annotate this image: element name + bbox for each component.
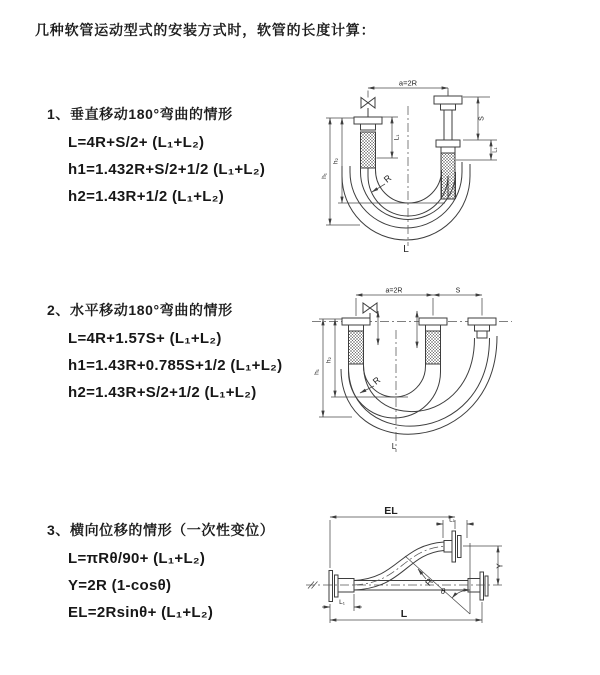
- dim-label-h1: h₁: [313, 369, 321, 375]
- section-3-formula-y: Y=2R (1-cosθ): [68, 577, 172, 594]
- diagram-horizontal-180-bend: [305, 283, 600, 460]
- right-pipe-fitting: [468, 318, 496, 338]
- diagram-lateral-displacement: [300, 502, 600, 665]
- dim-label-s: S: [478, 116, 486, 121]
- section-3-formula-l: L=πRθ/90+ (L₁+L₂): [68, 550, 206, 567]
- dim-label-s: S: [455, 287, 461, 295]
- section-3-heading: 3、横向位移的情形（一次性变位）: [47, 522, 275, 538]
- left-pipe-fitting: [354, 117, 382, 168]
- page-title: 几种软管运动型式的安装方式时，软管的长度计算：: [35, 22, 376, 38]
- dim-label-l1-left: L₁: [393, 134, 401, 141]
- section-2-formula-h2: h2=1.43R+S/2+1/2 (L₁+L₂): [68, 384, 257, 401]
- s-dimension: [463, 97, 497, 140]
- section-1: [47, 104, 265, 205]
- height-dimensions: [321, 118, 445, 225]
- dim-label-r: R: [381, 172, 394, 185]
- braid-hose-left: [361, 132, 376, 168]
- dim-label-a2r: a=2R: [385, 287, 403, 295]
- dim-label-h1: h₁: [321, 173, 328, 179]
- dim-label-l1-top: L₁: [449, 516, 455, 524]
- el-dimension: [330, 505, 455, 568]
- end-length-dimensions: [378, 311, 417, 348]
- radius-callout: [360, 374, 383, 393]
- section-1-formula-h2: h2=1.43R+1/2 (L₁+L₂): [68, 188, 225, 205]
- dim-label-theta: θ: [440, 587, 446, 596]
- section-2: [47, 300, 282, 401]
- dim-label-h2: h₂: [332, 157, 340, 165]
- dim-label-l1-right: L₁: [492, 147, 499, 153]
- section-2-formula-l: L=4R+1.57S+ (L₁+L₂): [68, 330, 222, 347]
- diagram-vertical-180-bend: [305, 72, 600, 257]
- dim-label-a2r: a=2R: [398, 78, 418, 88]
- valve-icon: [363, 303, 377, 313]
- left-flange: [329, 571, 354, 602]
- dim-label-l1-left: L₁: [339, 599, 345, 606]
- section-1-heading: 1、垂直移动180°弯曲的情形: [47, 106, 233, 122]
- section-1-formula-h1: h1=1.432R+S/2+1/2 (L₁+L₂): [68, 161, 266, 178]
- middle-pipe-fitting: [419, 318, 447, 364]
- section-3: [47, 520, 274, 621]
- radius-callout: [372, 172, 394, 192]
- dim-label-l: L: [391, 442, 397, 451]
- valve-icon: [361, 98, 375, 109]
- l-dimension: [330, 602, 482, 623]
- section-2-heading: 2、水平移动180°弯曲的情形: [47, 302, 233, 318]
- dim-label-y: Y: [495, 563, 505, 569]
- dim-label-r: R: [370, 374, 383, 387]
- dim-label-el: EL: [384, 505, 398, 517]
- u-bend-arcs: [341, 336, 497, 434]
- braid-hose-middle: [426, 331, 441, 364]
- dim-label-l: L: [400, 608, 408, 620]
- l1-right-dimension: [456, 140, 499, 160]
- dim-label-l: L: [403, 244, 409, 255]
- dim-label-r: R: [423, 576, 436, 588]
- left-pipe-fitting: [342, 318, 370, 364]
- displaced-end-flange: [444, 531, 461, 562]
- section-1-formula-l: L=4R+S/2+ (L₁+L₂): [68, 134, 205, 151]
- section-3-formula-el: EL=2Rsinθ+ (L₁+L₂): [68, 604, 214, 621]
- l1-bottom-dimension: [322, 594, 362, 611]
- section-2-formula-h1: h1=1.43R+0.785S+1/2 (L₁+L₂): [68, 357, 283, 374]
- top-dimension-a2r: [368, 79, 448, 98]
- dim-label-h2: h₂: [325, 356, 333, 364]
- braid-hose-left: [349, 331, 364, 364]
